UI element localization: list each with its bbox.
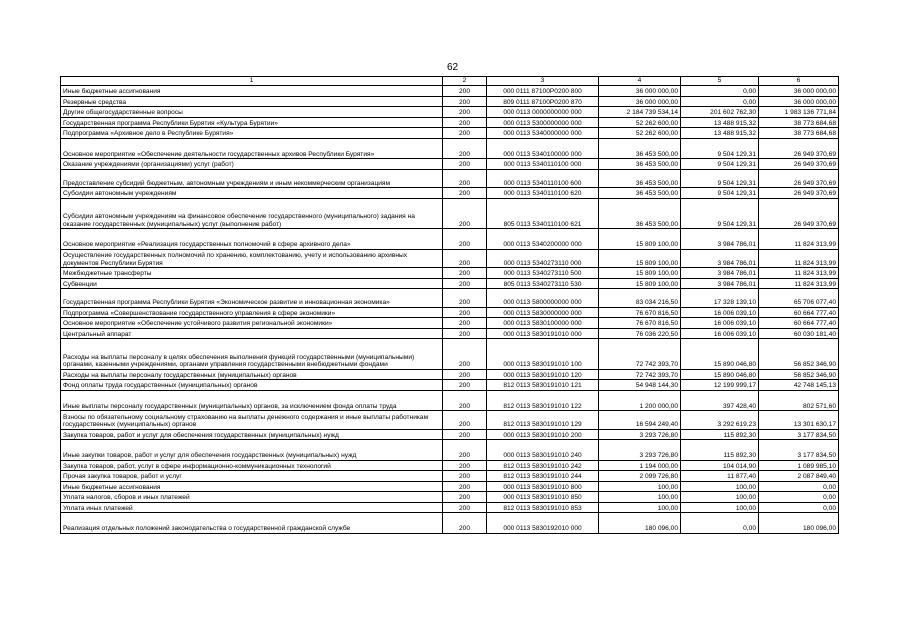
row-name-cell: Предоставление субсидий бюджетным, автономным учреждениям и иным некоммерческим организациям [61, 169, 443, 188]
row-code-cell: 812 0113 5830191010 853 [487, 502, 599, 513]
row-value-col6: 11 824 313,99 [759, 278, 839, 289]
row-value-col6: 65 706 077,40 [759, 289, 839, 308]
page-number: 62 [446, 62, 459, 73]
row-name-cell: Другие общегосударственные вопросы [61, 107, 443, 118]
row-value-col6: 38 773 684,68 [759, 117, 839, 128]
row-value-col5: 16 006 039,10 [681, 328, 759, 339]
row-value-col4: 100,00 [599, 502, 681, 513]
row-value-col4: 100,00 [599, 492, 681, 503]
row-admin-cell: 200 [443, 229, 487, 250]
row-code-cell: 805 0113 5340110100 621 [487, 198, 599, 229]
row-value-col5: 397 428,40 [681, 390, 759, 411]
row-name-cell: Подпрограмма «Архивное дело в Республике Бурятия» [61, 128, 443, 139]
row-name-cell: Иные выплаты персоналу государственных (муниципальных) органов, за исключением фонда оплаты труда [61, 390, 443, 411]
row-code-cell: 000 0113 5340110100 000 [487, 159, 599, 170]
row-name-cell: Расходы на выплаты персоналу государственных (муниципальных) органов [61, 369, 443, 380]
row-admin-cell: 200 [443, 249, 487, 268]
header-col-5: 5 [681, 77, 759, 86]
row-admin-cell: 200 [443, 513, 487, 534]
row-name-cell: Межбюджетные трансферты [61, 268, 443, 279]
row-value-col5: 3 292 619,23 [681, 411, 759, 430]
row-value-col4: 2 184 739 534,14 [599, 107, 681, 118]
row-name-cell: Центральный аппарат [61, 328, 443, 339]
row-code-cell: 809 0111 87100P0200 870 [487, 96, 599, 107]
row-value-col4: 72 742 393,70 [599, 339, 681, 370]
row-admin-cell: 200 [443, 390, 487, 411]
row-code-cell: 000 0113 5340100000 000 [487, 138, 599, 159]
row-admin-cell: 200 [443, 278, 487, 289]
row-admin-cell: 200 [443, 411, 487, 430]
row-admin-cell: 200 [443, 502, 487, 513]
row-name-cell: Иные бюджетные ассигнования [61, 481, 443, 492]
row-value-col6: 11 824 313,99 [759, 268, 839, 279]
row-name-cell: Подпрограмма «Совершенствование государственного управления в сфере экономики» [61, 307, 443, 318]
row-admin-cell: 200 [443, 460, 487, 471]
row-value-col5: 9 504 129,31 [681, 198, 759, 229]
row-admin-cell: 200 [443, 471, 487, 482]
row-value-col4: 36 453 500,00 [599, 169, 681, 188]
table-row [61, 460, 839, 471]
row-value-col4: 15 809 100,00 [599, 249, 681, 268]
row-value-col5: 16 006 039,10 [681, 318, 759, 329]
row-value-col4: 36 453 500,00 [599, 198, 681, 229]
row-value-col4: 15 809 100,00 [599, 229, 681, 250]
row-admin-cell: 200 [443, 198, 487, 229]
row-name-cell: Оказание учреждениями (организациями) услуг (работ) [61, 159, 443, 170]
table-row [61, 278, 839, 289]
table-row [61, 411, 839, 430]
row-admin-cell: 200 [443, 429, 487, 440]
table-row [61, 86, 839, 97]
row-name-cell: Фонд оплаты труда государственных (муниципальных) органов [61, 380, 443, 391]
row-value-col4: 3 293 726,80 [599, 429, 681, 440]
row-value-col6: 1 089 985,10 [759, 460, 839, 471]
row-name-cell: Прочая закупка товаров, работ и услуг [61, 471, 443, 482]
row-code-cell: 000 0113 5830000000 000 [487, 307, 599, 318]
header-col-1: 1 [61, 77, 443, 86]
row-value-col5: 3 984 786,01 [681, 229, 759, 250]
row-value-col5: 0,00 [681, 86, 759, 97]
row-code-cell: 000 0113 5340273110 500 [487, 268, 599, 279]
row-name-cell: Взносы по обязательному социальному страхованию на выплаты денежного содержания и иные выплаты работникам государственных (муниципальных) органов [61, 411, 443, 430]
row-value-col5: 9 504 129,31 [681, 138, 759, 159]
row-code-cell: 000 0113 5830100000 000 [487, 318, 599, 329]
table-row [61, 492, 839, 503]
row-value-col5: 12 199 999,17 [681, 380, 759, 391]
row-name-cell: Иные бюджетные ассигнования [61, 86, 443, 97]
row-value-col5: 3 984 786,01 [681, 278, 759, 289]
table-row [61, 440, 839, 461]
row-admin-cell: 200 [443, 492, 487, 503]
row-name-cell: Государственная программа Республики Бурятия «Экономическое развитие и инновационная экономика» [61, 289, 443, 308]
row-value-col4: 36 000 000,00 [599, 86, 681, 97]
row-value-col6: 3 177 834,50 [759, 440, 839, 461]
table-row [61, 380, 839, 391]
row-value-col5: 9 504 129,31 [681, 188, 759, 199]
row-code-cell: 000 0113 5340110100 600 [487, 169, 599, 188]
row-name-cell: Субсидии автономным учреждениям [61, 188, 443, 199]
row-admin-cell: 200 [443, 307, 487, 318]
row-code-cell: 000 0113 5830191010 850 [487, 492, 599, 503]
table-row [61, 369, 839, 380]
row-code-cell: 812 0113 5830191010 244 [487, 471, 599, 482]
row-value-col6: 60 664 777,40 [759, 307, 839, 318]
row-admin-cell: 200 [443, 440, 487, 461]
row-admin-cell: 200 [443, 128, 487, 139]
row-value-col5: 11 877,40 [681, 471, 759, 482]
row-value-col6: 802 571,60 [759, 390, 839, 411]
row-value-col6: 3 177 834,50 [759, 429, 839, 440]
header-col-2: 2 [443, 77, 487, 86]
row-value-col4: 54 948 144,30 [599, 380, 681, 391]
row-value-col5: 100,00 [681, 502, 759, 513]
row-name-cell: Основное мероприятие «Реализация государственных полномочий в сфере архивного дела» [61, 229, 443, 250]
row-value-col6: 11 824 313,99 [759, 229, 839, 250]
row-value-col6: 0,00 [759, 492, 839, 503]
row-value-col6: 36 000 000,00 [759, 86, 839, 97]
table-row [61, 513, 839, 534]
table-row [61, 339, 839, 370]
row-value-col6: 26 949 370,69 [759, 138, 839, 159]
row-name-cell: Государственная программа Республики Бурятия «Культура Бурятии» [61, 117, 443, 128]
row-admin-cell: 200 [443, 328, 487, 339]
row-value-col6: 180 096,00 [759, 513, 839, 534]
table-row [61, 268, 839, 279]
row-value-col5: 3 984 786,01 [681, 268, 759, 279]
row-code-cell: 812 0113 5830191010 129 [487, 411, 599, 430]
row-code-cell: 000 0111 87100P0200 800 [487, 86, 599, 97]
row-value-col6: 26 949 370,69 [759, 198, 839, 229]
row-admin-cell: 200 [443, 289, 487, 308]
row-name-cell: Субсидии автономным учреждениям на финансовое обеспечение государственного (муниципального) задания на оказание государственных (муниципальных) услуг (выполнение работ) [61, 198, 443, 229]
row-admin-cell: 200 [443, 268, 487, 279]
row-value-col4: 36 000 000,00 [599, 96, 681, 107]
row-value-col4: 2 099 726,80 [599, 471, 681, 482]
row-admin-cell: 200 [443, 188, 487, 199]
row-code-cell: 000 0113 5340110100 620 [487, 188, 599, 199]
row-value-col4: 1 194 000,00 [599, 460, 681, 471]
table-row [61, 318, 839, 329]
row-admin-cell: 200 [443, 138, 487, 159]
row-value-col5: 9 504 129,31 [681, 169, 759, 188]
row-admin-cell: 200 [443, 117, 487, 128]
row-admin-cell: 200 [443, 318, 487, 329]
row-value-col5: 115 892,30 [681, 429, 759, 440]
row-admin-cell: 200 [443, 96, 487, 107]
row-code-cell: 812 0113 5830191010 242 [487, 460, 599, 471]
row-value-col4: 180 096,00 [599, 513, 681, 534]
row-admin-cell: 200 [443, 107, 487, 118]
row-admin-cell: 200 [443, 339, 487, 370]
row-value-col4: 15 809 100,00 [599, 268, 681, 279]
row-value-col5: 3 984 786,01 [681, 249, 759, 268]
header-col-3: 3 [487, 77, 599, 86]
row-value-col4: 83 034 216,50 [599, 289, 681, 308]
row-value-col4: 100,00 [599, 481, 681, 492]
row-value-col5: 201 602 762,30 [681, 107, 759, 118]
row-value-col5: 9 504 129,31 [681, 159, 759, 170]
row-value-col4: 36 453 500,00 [599, 138, 681, 159]
row-value-col6: 38 773 684,68 [759, 128, 839, 139]
table-row [61, 429, 839, 440]
row-value-col6: 42 748 145,13 [759, 380, 839, 391]
row-code-cell: 812 0113 5830191010 122 [487, 390, 599, 411]
row-value-col4: 52 262 600,00 [599, 128, 681, 139]
row-value-col4: 72 742 393,70 [599, 369, 681, 380]
table-row [61, 188, 839, 199]
row-value-col6: 60 664 777,40 [759, 318, 839, 329]
row-code-cell: 812 0113 5830191010 121 [487, 380, 599, 391]
row-name-cell: Основное мероприятие «Обеспечение устойчивого развития региональной экономики» [61, 318, 443, 329]
table-row [61, 481, 839, 492]
row-name-cell: Закупка товаров, работ и услуг для обеспечения государственных (муниципальных) нужд [61, 429, 443, 440]
row-name-cell: Закупка товаров, работ, услуг в сфере информационно-коммуникационных технологий [61, 460, 443, 471]
row-name-cell: Иные закупки товаров, работ и услуг для обеспечения государственных (муниципальных) нужд [61, 440, 443, 461]
table-row [61, 128, 839, 139]
row-code-cell: 000 0113 5340000000 000 [487, 128, 599, 139]
row-value-col6: 26 949 370,69 [759, 188, 839, 199]
row-value-col5: 13 488 915,32 [681, 128, 759, 139]
row-admin-cell: 200 [443, 481, 487, 492]
row-value-col4: 1 200 000,00 [599, 390, 681, 411]
row-admin-cell: 200 [443, 159, 487, 170]
row-admin-cell: 200 [443, 169, 487, 188]
row-name-cell: Субвенции [61, 278, 443, 289]
table-row [61, 138, 839, 159]
row-value-col5: 0,00 [681, 513, 759, 534]
row-value-col5: 17 328 139,10 [681, 289, 759, 308]
row-name-cell: Уплата налогов, сборов и иных платежей [61, 492, 443, 503]
table-row [61, 198, 839, 229]
row-value-col4: 3 293 726,80 [599, 440, 681, 461]
row-value-col5: 16 006 039,10 [681, 307, 759, 318]
row-value-col5: 115 892,30 [681, 440, 759, 461]
row-value-col5: 104 014,90 [681, 460, 759, 471]
row-admin-cell: 200 [443, 86, 487, 97]
row-code-cell: 000 0113 5830192010 000 [487, 513, 599, 534]
row-code-cell: 000 0113 5300000000 000 [487, 117, 599, 128]
row-value-col4: 36 453 500,00 [599, 188, 681, 199]
table-row [61, 289, 839, 308]
row-code-cell: 000 0113 5340200000 000 [487, 229, 599, 250]
row-value-col4: 76 036 220,50 [599, 328, 681, 339]
table-row [61, 307, 839, 318]
row-value-col6: 60 030 181,40 [759, 328, 839, 339]
table-row [61, 328, 839, 339]
table-row [61, 502, 839, 513]
row-admin-cell: 200 [443, 380, 487, 391]
row-value-col4: 15 809 100,00 [599, 278, 681, 289]
row-value-col4: 52 262 600,00 [599, 117, 681, 128]
row-value-col6: 0,00 [759, 481, 839, 492]
row-value-col6: 11 824 313,99 [759, 249, 839, 268]
row-value-col5: 0,00 [681, 96, 759, 107]
row-value-col6: 2 087 849,40 [759, 471, 839, 482]
row-name-cell: Основное мероприятие «Обеспечение деятельности государственных архивов Республики Бурятия» [61, 138, 443, 159]
row-value-col5: 100,00 [681, 481, 759, 492]
row-name-cell: Уплата иных платежей [61, 502, 443, 513]
row-value-col6: 13 301 630,17 [759, 411, 839, 430]
row-value-col4: 76 670 816,50 [599, 307, 681, 318]
table-row [61, 249, 839, 268]
row-code-cell: 000 0113 5830191010 240 [487, 440, 599, 461]
row-code-cell: 000 0113 5830191010 100 [487, 339, 599, 370]
table-header-row [61, 77, 839, 86]
table-row [61, 107, 839, 118]
row-name-cell: Реализация отдельных положений законодательства о государственной гражданской службе [61, 513, 443, 534]
table-row [61, 471, 839, 482]
row-value-col6: 36 000 000,00 [759, 96, 839, 107]
row-value-col6: 0,00 [759, 502, 839, 513]
row-value-col4: 16 594 249,40 [599, 411, 681, 430]
header-col-6: 6 [759, 77, 839, 86]
row-code-cell: 805 0113 5340273110 530 [487, 278, 599, 289]
row-value-col6: 26 949 370,69 [759, 159, 839, 170]
table-row [61, 229, 839, 250]
row-value-col5: 13 488 915,32 [681, 117, 759, 128]
row-code-cell: 000 0113 5340273110 000 [487, 249, 599, 268]
table-row [61, 159, 839, 170]
row-code-cell: 000 0113 5830191010 120 [487, 369, 599, 380]
table-row [61, 169, 839, 188]
row-value-col5: 15 890 046,80 [681, 339, 759, 370]
row-value-col5: 15 890 046,80 [681, 369, 759, 380]
row-name-cell: Резервные средства [61, 96, 443, 107]
row-value-col6: 56 852 346,90 [759, 339, 839, 370]
row-admin-cell: 200 [443, 369, 487, 380]
row-value-col6: 56 852 346,90 [759, 369, 839, 380]
budget-table [60, 76, 839, 534]
row-name-cell: Осуществление государственных полномочий по хранению, комплектованию, учету и использованию архивных документов Республики Бурятия [61, 249, 443, 268]
row-value-col6: 26 949 370,69 [759, 169, 839, 188]
row-name-cell: Расходы на выплаты персоналу в целях обеспечения выполнения функций государственными (муниципальными) органами, казенными учреждениями, органами управления государственными внебюджетными фондами [61, 339, 443, 370]
row-value-col4: 76 670 816,50 [599, 318, 681, 329]
row-code-cell: 000 0113 0000000000 000 [487, 107, 599, 118]
table-row [61, 96, 839, 107]
table-row [61, 117, 839, 128]
row-code-cell: 000 0113 5830191010 000 [487, 328, 599, 339]
row-value-col6: 1 983 136 771,84 [759, 107, 839, 118]
row-code-cell: 000 0113 5800000000 000 [487, 289, 599, 308]
row-code-cell: 000 0113 5830191010 800 [487, 481, 599, 492]
row-value-col5: 100,00 [681, 492, 759, 503]
row-value-col4: 36 453 500,00 [599, 159, 681, 170]
row-code-cell: 000 0113 5830191010 200 [487, 429, 599, 440]
table-row [61, 390, 839, 411]
header-col-4: 4 [599, 77, 681, 86]
